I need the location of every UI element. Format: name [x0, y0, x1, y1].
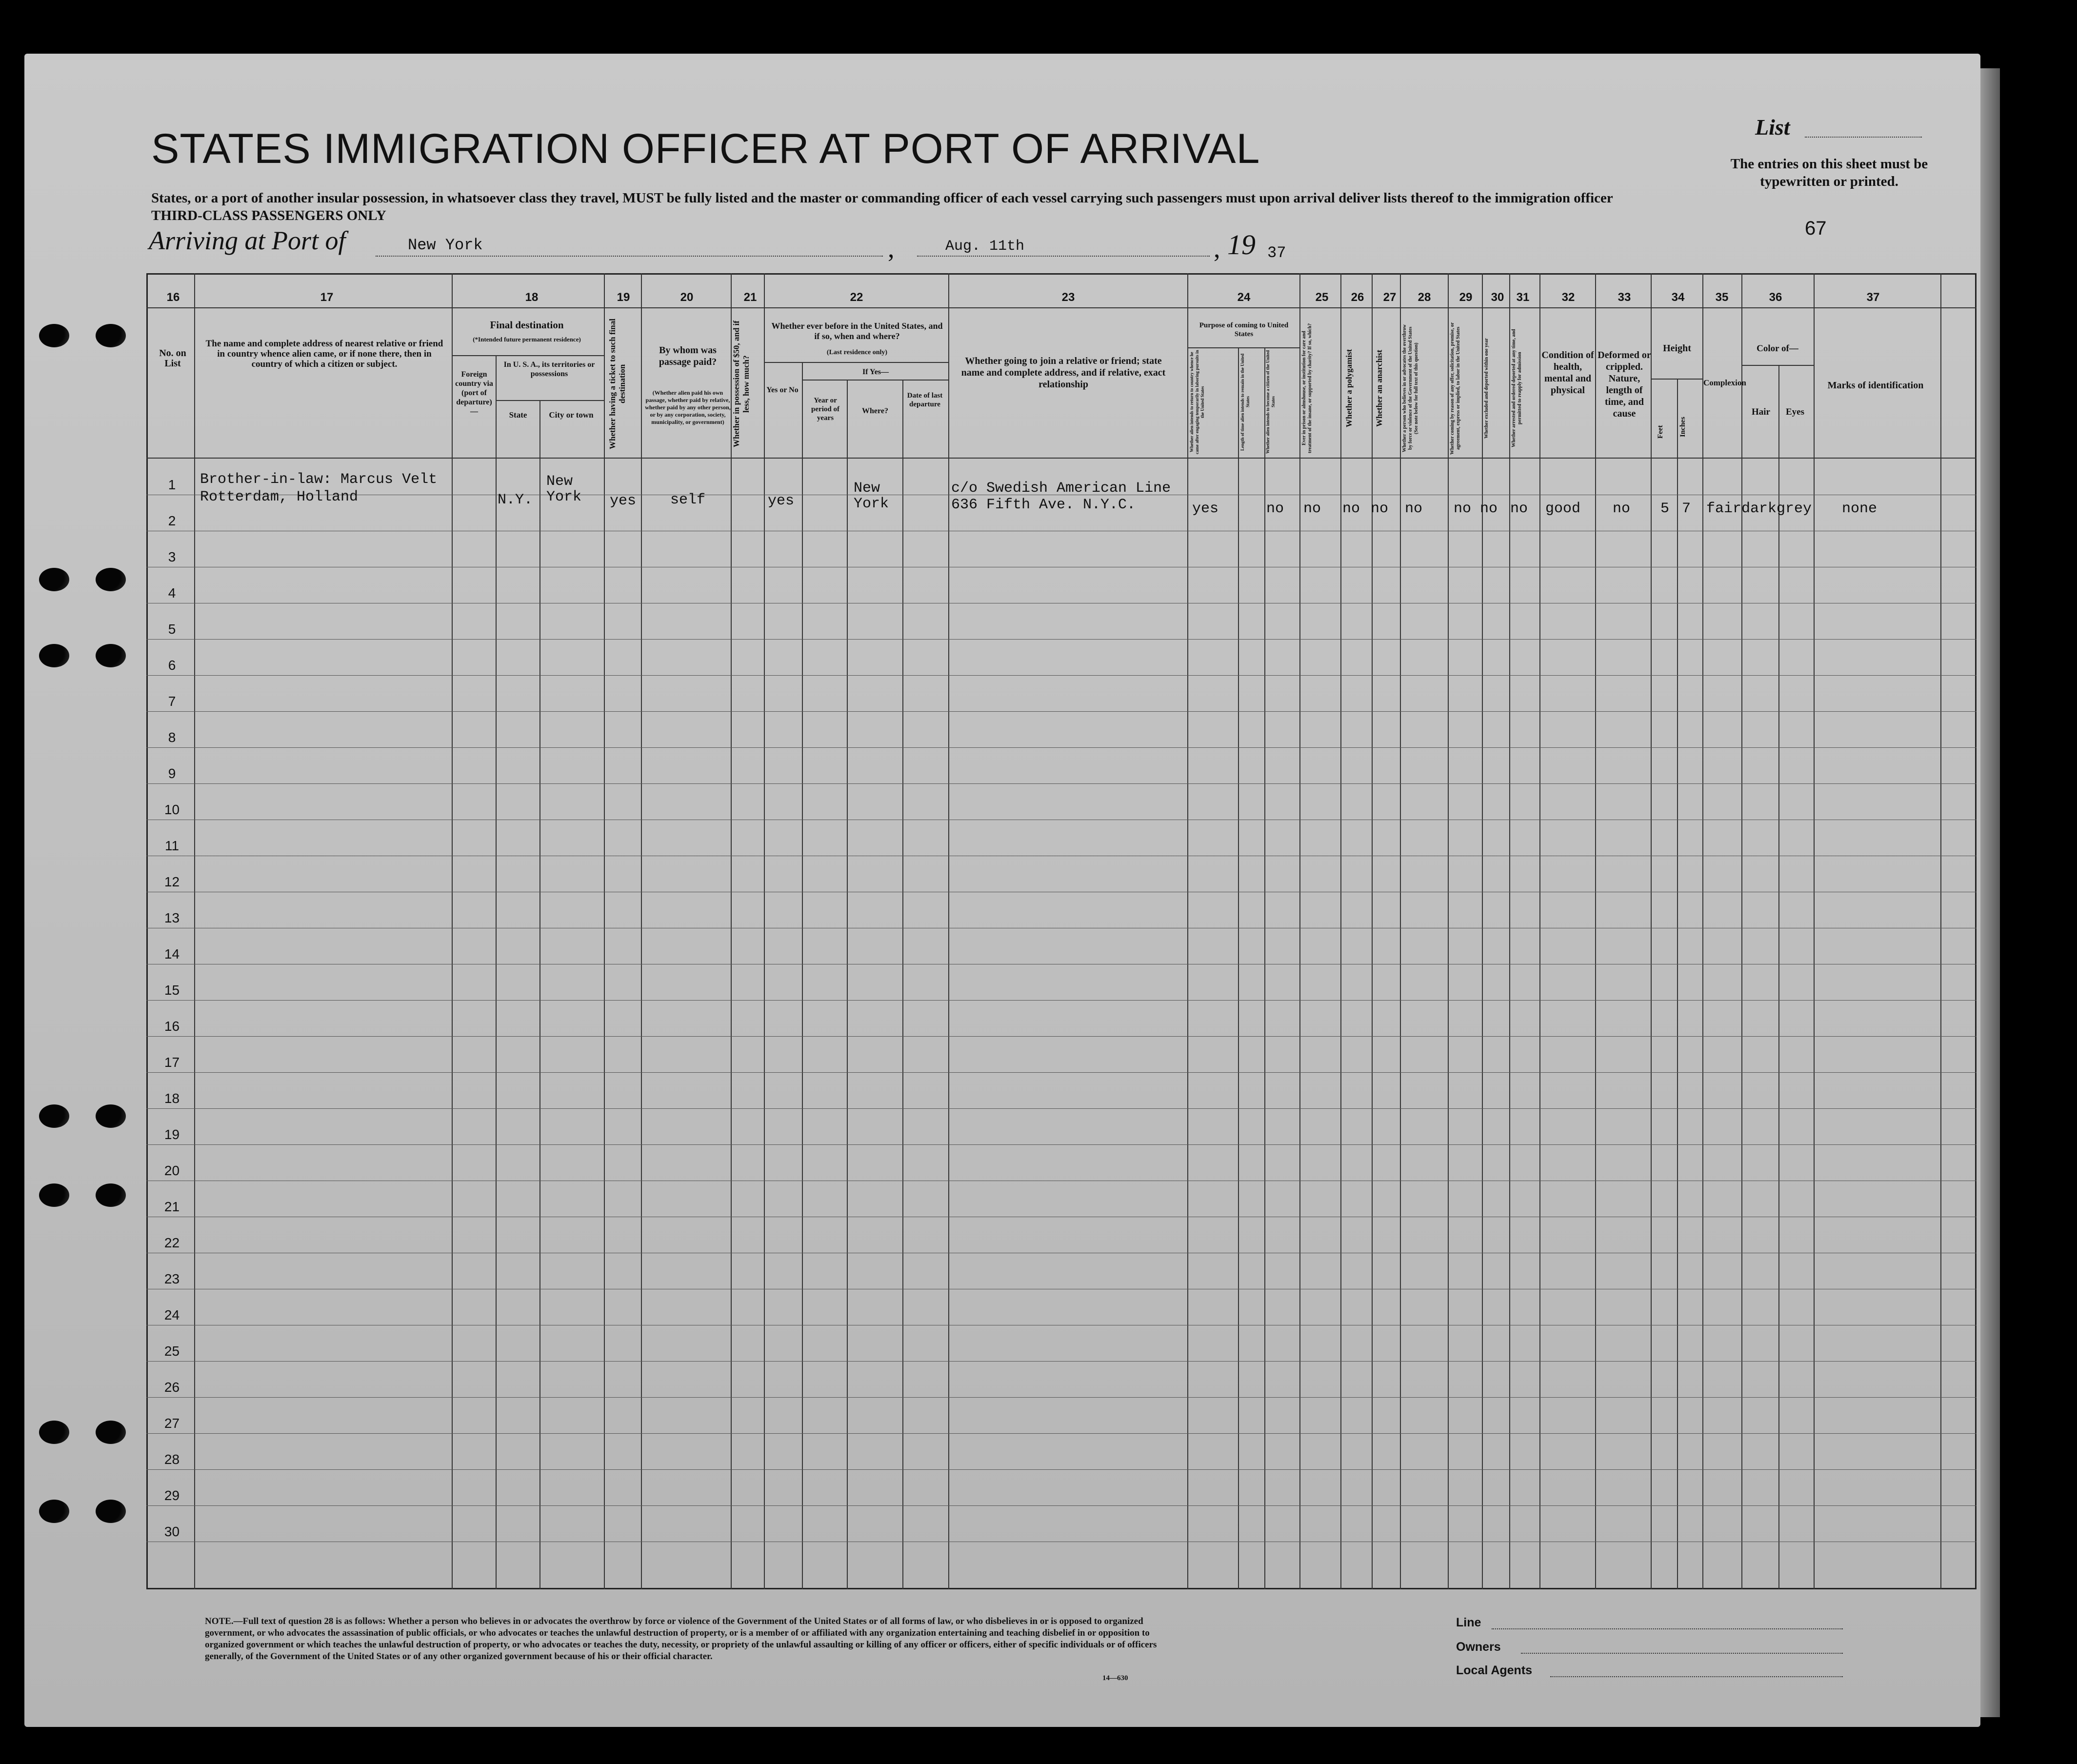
owners-label: Owners — [1456, 1640, 1501, 1654]
header-col30-excluded: Whether excluded and deported within one year — [1484, 338, 1489, 439]
column-divider — [1814, 273, 1815, 1589]
header-col34-feet: Feet — [1657, 425, 1664, 439]
page-edge — [1980, 68, 2000, 1717]
header-col37-marks: Marks of identification — [1827, 380, 1924, 391]
column-divider — [1482, 273, 1483, 1589]
row-number: 24 — [164, 1307, 180, 1323]
header-col19-ticket: Whether having a ticket to such final destination — [608, 319, 627, 449]
row-rule — [146, 1108, 1977, 1109]
row-number: 8 — [168, 730, 176, 745]
header-col20-note: (Whether alien paid his own passage, whether paid by relative, whether paid by any other person, or by any corporation, society, municipality, or government) — [645, 389, 731, 425]
binder-hole — [39, 1183, 69, 1207]
row-number: 16 — [164, 1019, 180, 1034]
row-number: 3 — [168, 549, 176, 564]
column-number: 31 — [1516, 291, 1530, 304]
column-divider — [1741, 273, 1742, 1589]
row-number: 26 — [164, 1380, 180, 1395]
header-col32-health: Condition of health, mental and physical — [1541, 350, 1594, 396]
column-divider — [1400, 273, 1401, 1589]
header-col22-yes-no: Yes or No — [766, 386, 799, 394]
row-number: 14 — [164, 946, 180, 962]
binder-hole — [96, 1500, 126, 1523]
col36-subdivider — [1741, 365, 1814, 366]
column-number: 23 — [1061, 291, 1075, 304]
header-col36-color: Color of— — [1757, 343, 1798, 354]
subtitle-class: THIRD-CLASS PASSENGERS ONLY — [151, 208, 386, 223]
entry-relative-name: Brother-in-law: Marcus Velt — [200, 471, 438, 488]
header-col36-hair: Hair — [1752, 407, 1770, 417]
header-col16-no-on-list: No. on List — [159, 348, 186, 369]
header-col23-joining: Whether going to join a relative or friend; state name and complete address, and if relative, exact relationship — [961, 356, 1166, 390]
row-number: 13 — [164, 910, 180, 925]
entry-inches: 7 — [1682, 501, 1691, 517]
row-number: 10 — [164, 802, 180, 817]
header-col22-date: Date of last departure — [907, 392, 943, 408]
column-number: 20 — [680, 291, 694, 304]
header-col34-height: Height — [1663, 343, 1691, 354]
entry-joining-line1: c/o Swedish American Line — [951, 480, 1171, 497]
header-col24-purpose: Purpose of coming to United States — [1199, 321, 1289, 338]
entry-where-line2: York — [854, 496, 889, 512]
year-prefix: 19 — [1227, 229, 1256, 261]
header-col22-before-in-us: Whether ever before in the United States, and if so, when and where? — [771, 321, 943, 341]
col34-subdivider — [1651, 379, 1702, 380]
header-col18-final-destination: Final destination — [490, 319, 564, 331]
list-label: List — [1755, 115, 1790, 140]
col24-subdivider — [1187, 347, 1299, 348]
column-number: 24 — [1237, 291, 1251, 304]
column-number: 30 — [1491, 291, 1504, 304]
row-rule — [146, 1036, 1977, 1037]
form-code: 14—630 — [1102, 1674, 1128, 1682]
header-col21-fifty-dollars: Whether in possession of $50, and if less, how much? — [732, 321, 751, 447]
header-col22-where: Where? — [862, 407, 888, 415]
subcolumn-divider — [1778, 365, 1779, 1589]
subcolumn-divider — [539, 400, 540, 1589]
list-field — [1805, 137, 1922, 138]
header-col18-note: (*Intended future permanent residence) — [473, 336, 581, 343]
header-col27-anarchist: Whether an anarchist — [1375, 349, 1384, 427]
header-col25-prison: Ever in prison or almshouse, or institution for care and treatment of the insane, or supported by charity? If so, which? — [1301, 323, 1313, 454]
column-number: 18 — [525, 291, 539, 304]
row-number: 22 — [164, 1235, 180, 1250]
row-number: 21 — [164, 1199, 180, 1214]
row-number: 12 — [164, 874, 180, 889]
entry-deformed: no — [1613, 501, 1631, 517]
binder-hole — [39, 1500, 69, 1523]
row-rule — [146, 1072, 1977, 1073]
row-rule — [146, 783, 1977, 784]
arrival-date: Aug. 11th — [945, 238, 1025, 255]
entry-joining-line2: 636 Fifth Ave. N.Y.C. — [951, 497, 1136, 513]
entry-relative-address: Rotterdam, Holland — [200, 489, 359, 505]
row-number: 6 — [168, 658, 176, 673]
col22-subdivider — [764, 362, 948, 363]
col18-subdivider — [452, 355, 604, 356]
row-number: 17 — [164, 1055, 180, 1070]
row-rule — [146, 675, 1977, 676]
entry-feet: 5 — [1660, 501, 1670, 517]
column-divider — [1372, 273, 1373, 1589]
year-suffix: 37 — [1267, 244, 1286, 262]
row-number: 23 — [164, 1271, 180, 1286]
entry-prison: no — [1303, 501, 1321, 517]
header-col18-state: State — [509, 410, 527, 420]
row-number: 1 — [168, 477, 176, 492]
separator-comma: , — [888, 234, 895, 263]
row-number: 5 — [168, 621, 176, 637]
entry-purpose-return: yes — [1192, 501, 1219, 517]
header-col29-labor-offer: Whether coming by reason of any offer, solicitation, promise, or agreement, express or implied, to labor in the United States — [1450, 322, 1461, 455]
row-rule — [146, 1361, 1977, 1362]
column-number: 29 — [1459, 291, 1473, 304]
binder-hole — [96, 644, 126, 667]
port-field-line — [376, 256, 883, 257]
row-rule — [146, 747, 1977, 748]
header-col28-overthrow: Whether a person who believes in or advocates the overthrow by force or violence of the Government of the United States (See note below for full text of this question) — [1402, 324, 1419, 452]
footer-note: NOTE.—Full text of question 28 is as follows: Whether a person who believes in or advocates the overthrow by force or violence of the Government of the United States or of all forms of law, or who disbelieves in or is opposed to organized government, or who advocates the assassination of public officials, or who advocates or teaches the unlawful destruction of property, or is a member of or affiliated with any organization entertaining and teaching disbelief in or opposition to organized government or which teaches the unlawful destruction of property, or who advocates or teaches the duty, necessity, or propriety of the unlawful assaulting or killing of any officer or officers, either of specific individuals or of officers generally, of the Government of the United States or of any other organized government because of his or their official character. — [205, 1616, 1157, 1662]
line-field — [1492, 1628, 1843, 1629]
entry-where-line1: New — [854, 480, 880, 497]
row-number: 18 — [164, 1091, 180, 1106]
row-number: 25 — [164, 1343, 180, 1359]
entry-citizen: no — [1266, 501, 1284, 517]
date-field-line — [917, 256, 1210, 257]
subcolumn-divider — [1677, 379, 1678, 1589]
column-number: 37 — [1866, 291, 1880, 304]
binder-hole — [96, 1421, 126, 1444]
header-col24-citizen: Whether alien intends to become a citizen of the United States — [1265, 350, 1276, 454]
row-rule — [146, 639, 1977, 640]
header-col31-arrested: Whether arrested and ordered deported at any time, and permitted to reapply for admission — [1511, 329, 1522, 448]
binder-hole — [96, 568, 126, 591]
binder-hole — [39, 1104, 69, 1128]
column-divider — [731, 273, 732, 1589]
header-col36-eyes: Eyes — [1786, 407, 1804, 417]
entry-excluded: no — [1480, 501, 1498, 517]
subcolumn-divider — [847, 380, 848, 1589]
subcolumn-divider — [1238, 347, 1239, 1589]
row-number: 20 — [164, 1163, 180, 1178]
binder-hole — [96, 1183, 126, 1207]
row-rule — [146, 1144, 1977, 1145]
header-col22-if-yes: If Yes— — [862, 368, 889, 376]
entry-city-line1: New — [546, 473, 573, 490]
column-number: 28 — [1418, 291, 1431, 304]
column-divider — [1651, 273, 1652, 1589]
entry-ticket: yes — [610, 493, 637, 509]
entry-complexion: fair — [1706, 501, 1742, 517]
row-number: 11 — [164, 838, 180, 853]
row-number: 27 — [164, 1416, 180, 1431]
header-col17-relative: The name and complete address of nearest relative or friend in country whence alien came, or if none there, then in country of which a citizen or subject. — [205, 339, 443, 369]
subcolumn-divider — [802, 362, 803, 1589]
separator-comma: , — [1214, 234, 1220, 263]
column-number: 21 — [743, 291, 757, 304]
row-number: 29 — [164, 1488, 180, 1503]
header-col33-deformed: Deformed or crippled. Nature, length of time, and cause — [1598, 350, 1651, 419]
column-number: 27 — [1383, 291, 1397, 304]
line-label: Line — [1456, 1616, 1481, 1629]
column-number: 36 — [1769, 291, 1782, 304]
col18-usa-subdivider — [496, 400, 604, 401]
row-rule — [146, 1469, 1977, 1470]
column-divider — [1509, 273, 1510, 1589]
column-divider — [194, 273, 195, 1589]
entry-paid-by: self — [670, 492, 706, 508]
page-title: STATES IMMIGRATION OFFICER AT PORT OF ARRIVAL — [151, 125, 1260, 172]
column-divider — [1539, 273, 1540, 1589]
header-col18-city: City or town — [549, 410, 594, 420]
column-divider — [1940, 273, 1941, 1589]
column-divider — [1187, 273, 1188, 1589]
column-divider — [1340, 273, 1341, 1589]
header-col24-return: Whether alien intends to return to country whence he came after engaging temporarily in laboring pursuits in the United States — [1189, 350, 1205, 454]
subcolumn-divider — [1264, 347, 1265, 1589]
column-divider — [641, 273, 642, 1589]
entry-hair: dark — [1741, 501, 1777, 517]
row-number: 15 — [164, 982, 180, 998]
row-rule — [146, 1397, 1977, 1398]
entry-marks: none — [1842, 501, 1877, 517]
entry-health: good — [1545, 501, 1581, 517]
row-rule — [146, 1000, 1977, 1001]
binder-hole — [96, 324, 126, 347]
page-number: 67 — [1805, 218, 1827, 239]
column-number: 19 — [617, 291, 630, 304]
column-divider — [452, 273, 453, 1589]
column-number: 16 — [166, 291, 180, 304]
local-agents-field — [1550, 1676, 1843, 1677]
header-col22-note: (Last residence only) — [826, 349, 888, 356]
row-number: 4 — [168, 585, 176, 601]
entry-overthrow: no — [1405, 501, 1423, 517]
column-number: 35 — [1715, 291, 1729, 304]
header-col18-in-usa: In U. S. A., its territories or possessions — [503, 361, 595, 378]
column-number: 34 — [1671, 291, 1685, 304]
column-number: 17 — [320, 291, 334, 304]
binder-hole — [39, 1421, 69, 1444]
subcolumn-divider — [496, 355, 497, 1589]
header-col22-year: Year or period of years — [811, 397, 839, 422]
column-number: 33 — [1618, 291, 1631, 304]
column-divider — [1299, 273, 1300, 1589]
entry-city-line2: York — [546, 489, 582, 505]
binder-hole — [39, 324, 69, 347]
header-col24-length: Length of time alien intends to remain in the United States — [1240, 353, 1250, 451]
header-col34-inches: Inches — [1679, 417, 1687, 437]
column-number: 22 — [850, 291, 863, 304]
entries-note: The entries on this sheet must be typewritten or printed. — [1730, 156, 1928, 189]
row-number: 19 — [164, 1127, 180, 1142]
column-divider — [1702, 273, 1703, 1589]
entry-before-in-us: yes — [768, 493, 795, 509]
row-number: 30 — [164, 1524, 180, 1539]
entry-labor-offer: no — [1454, 501, 1472, 517]
subtitle-instructions: States, or a port of another insular possession, in whatsoever class they travel, MUST be fully listed and the master or commanding officer of each vessel carrying such passengers must upon arrival deliver lists thereof to the immigration officer — [151, 190, 1613, 206]
col22-ifyes-subdivider — [802, 380, 948, 381]
binder-hole — [39, 644, 69, 667]
owners-field — [1521, 1653, 1843, 1654]
binder-hole — [96, 1104, 126, 1128]
subcolumn-divider — [902, 380, 903, 1589]
local-agents-label: Local Agents — [1456, 1664, 1533, 1677]
column-number: 26 — [1351, 291, 1364, 304]
page-subtitle — [151, 189, 1639, 224]
header-col20-passage-paid: By whom was passage paid? — [659, 345, 717, 367]
header-col26-polygamist: Whether a polygamist — [1344, 349, 1354, 428]
entry-polygamist: no — [1342, 501, 1360, 517]
row-rule — [146, 1433, 1977, 1434]
arriving-label: Arriving at Port of — [149, 226, 346, 255]
entry-arrested: no — [1510, 501, 1528, 517]
column-divider — [604, 273, 605, 1589]
column-number: 32 — [1561, 291, 1575, 304]
binder-hole — [39, 568, 69, 591]
row-number: 7 — [168, 694, 176, 709]
column-number: 25 — [1315, 291, 1329, 304]
column-divider — [1448, 273, 1449, 1589]
row-rule — [146, 1505, 1977, 1506]
entry-state: N.Y. — [498, 492, 533, 508]
header-col18-foreign-country: Foreign country via (port of departure)— — [455, 370, 493, 416]
column-divider — [1595, 273, 1596, 1589]
entry-eyes: grey — [1777, 501, 1812, 517]
row-number: 28 — [164, 1452, 180, 1467]
entry-anarchist: no — [1371, 501, 1389, 517]
header-col35-complexion: Complexion — [1703, 378, 1746, 387]
row-number: 9 — [168, 766, 176, 781]
column-divider — [948, 273, 949, 1589]
row-number: 2 — [168, 513, 176, 528]
port-value: New York — [408, 236, 483, 254]
row-rule — [146, 711, 1977, 712]
column-divider — [764, 273, 765, 1589]
